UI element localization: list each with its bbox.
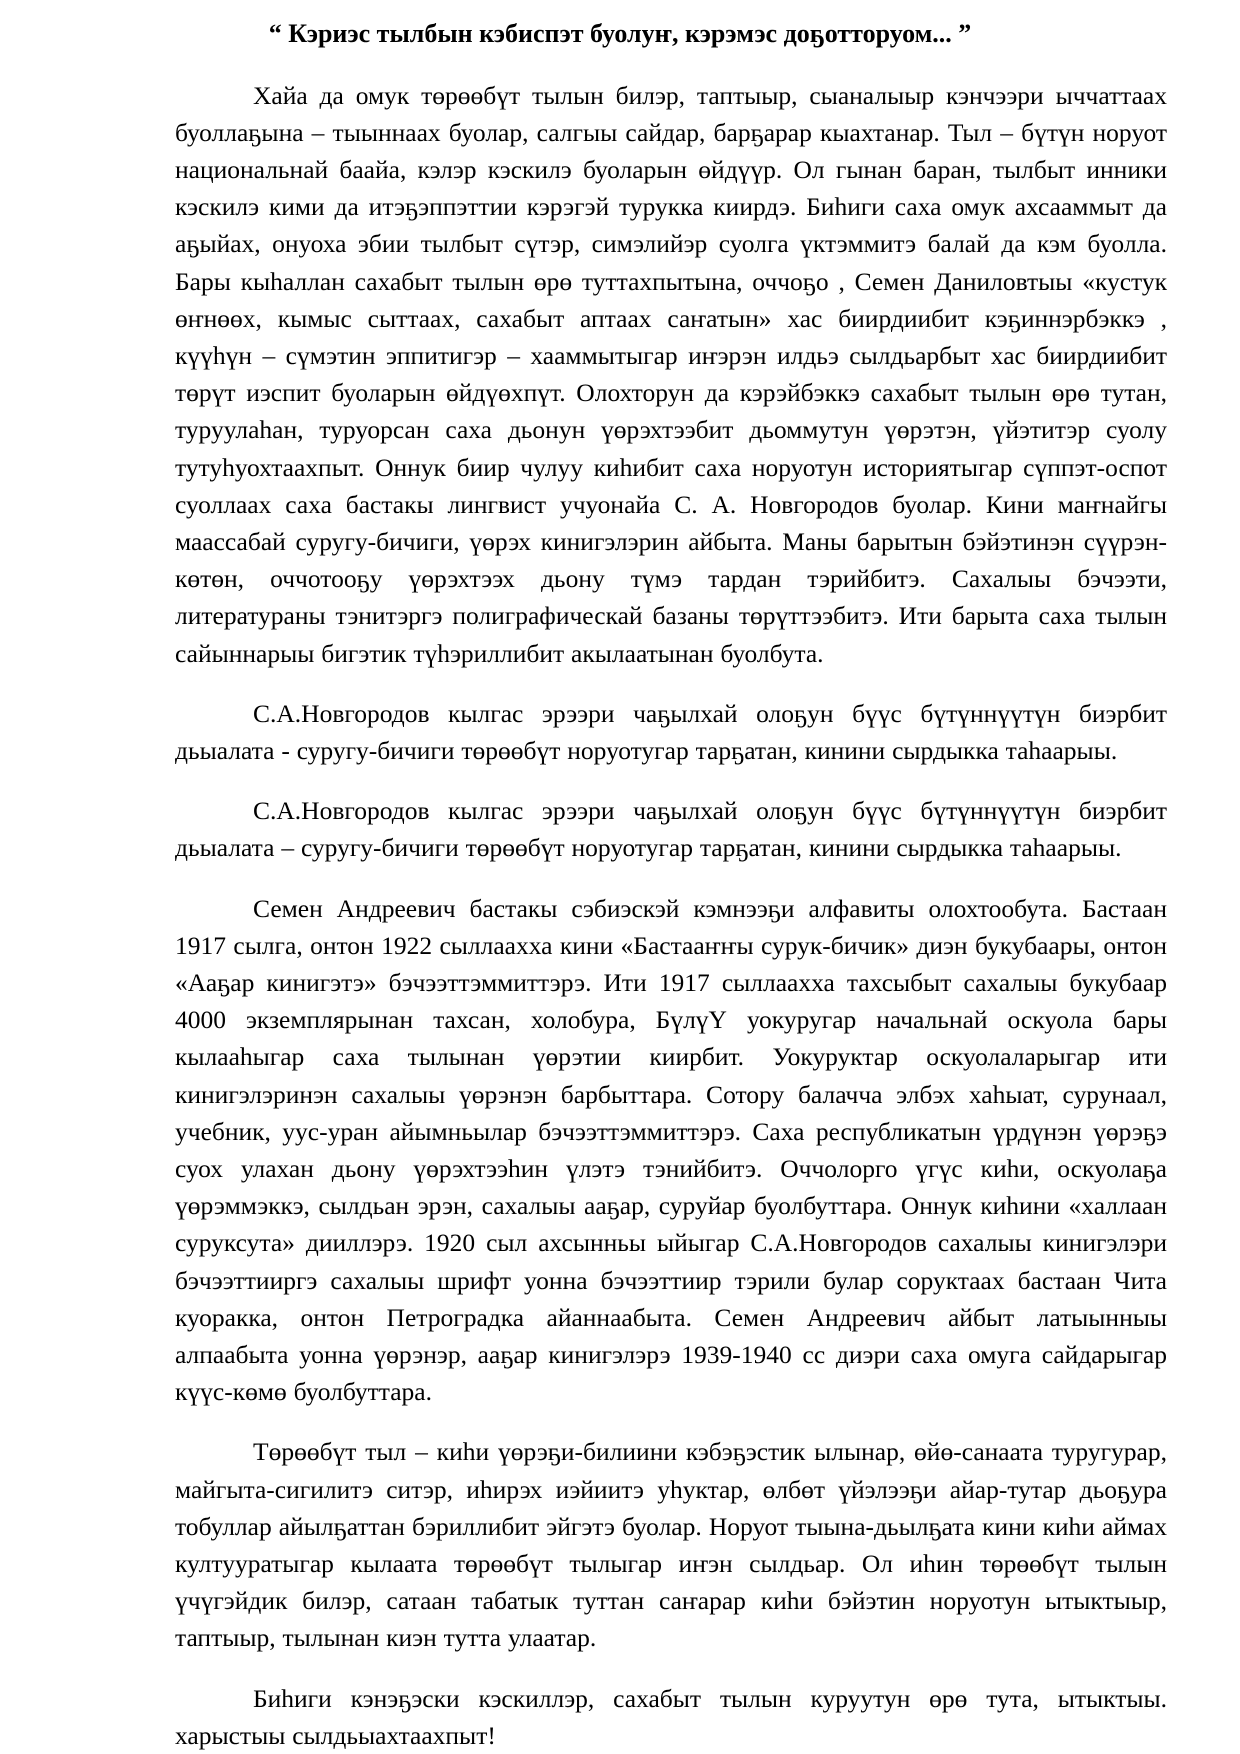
page-title: “ Кэриэс тылбын кэбиспэт буолуҥ, кэрэмэс доҕотторуом... ”: [268, 19, 972, 48]
body-paragraph-1: Хайа да омук төрөөбүт тылын билэр, таптыыр, сыаналыыр кэнчээри ыччаттаах буоллаҕына – тыыннаах буолар, салгыы сайдар, барҕарар кыахтанар. Тыл – бүтүн норуот национальнай баайа, кэлэр кэскилэ буоларын өйдүүр. Ол гынан баран, тылбыт инники кэскилэ кими да итэҕэппэттии кэрэгэй турукка киирдэ. Биһиги саха омук ахсааммыт да аҕыйах, онуоха эбии тылбыт сүтэр, симэлийэр суолга үктэммитэ балай да кэм буолла. Бары кыһаллан сахабыт тылын өрө туттахпытына, оччоҕо , Семен Даниловтыы «кустук өҥнөөх, кымыс сыттаах, сахабыт аптаах саҥатын» хас биирдиибит кэҕиннэрбэккэ , күүһүн – сүмэтин эппитигэр – хааммытыгар иҥэрэн илдьэ сылдьарбыт хас биирдиибит төрүт иэспит буоларын өйдүөхпүт. Олохторун да кэрэйбэккэ сахабыт тылын өрө тутан, туруулаһан, туруорсан саха дьонун үөрэхтээбит дьоммутун үөрэтэн, үйэтитэр суолу тутуһуохтаахпыт. Оннук биир чулуу киһибит саха норуотун историятыгар сүппэт-оспот суоллаах саха бастакы лингвист учуонайа С. А. Новгородов буолар. Кини маҥнайгы маассабай суругу-бичиги, үөрэх кинигэлэрин айбыта. Маны барытын бэйэтинэн сүүрэн-көтөн, оччотооҕу үөрэхтээх дьону түмэ тардан тэрийбитэ. Сахалыы бэчээти, литератураны тэнитэргэ полиграфическай базаны төрүттээбитэ. Ити барыта саха тылын сайыннарыы бигэтик түһэриллибит акылаатынан буолбута.: [175, 80, 1167, 668]
body-paragraph-6: Биһиги кэнэҕэски кэскиллэр, сахабыт тылын куруутун өрө тута, ытыктыы. харыстыы сылдьыахтаахпыт!: [175, 1683, 1167, 1750]
body-paragraph-2: С.А.Новгородов кылгас эрээри чаҕылхай олоҕун бүүс бүтүннүүтүн биэрбит дьыалата - суругу-бичиги төрөөбүт норуотугар тарҕатан, кинини сырдыкка таһаарыы.: [175, 698, 1167, 765]
body-paragraph-4: Семен Андреевич бастакы сэбиэскэй кэмнээҕи алфавиты олохтообута. Бастаан 1917 сылга, онтон 1922 сыллаахха кини «Бастааҥҥы сурук-бичик» диэн букубаары, онтон «Ааҕар кинигэтэ» бэчээттэммиттэрэ. Ити 1917 сыллаахха тахсыбыт сахалыы букубаар 4000 экземплярынан тахсан, холобура, БүлүҮ уокуругар начальнай оскуола бары кылааһыгар саха тылынан үөрэтии киирбит. Уокуруктар оскуолаларыгар ити кинигэлэринэн сахалыы үөрэнэн барбыттара. Сотору балачча элбэх хаһыат, сурунаал, учебник, уус-уран айымньылар бэчээттэммиттэрэ. Саха республикатын үрдүнэн үөрэҕэ суох улахан дьону үөрэхтээһин үлэтэ тэнийбитэ. Оччолорго үгүс киһи, оскуолаҕа үөрэммэккэ, сылдьан эрэн, сахалыы ааҕар, суруйар буолбуттара. Оннук киһини «халлаан суруксута» дииллэрэ. 1920 сыл ахсынньы ыйыгар С.А.Новгородов сахалыы кинигэлэри бэчээттииргэ сахалыы шрифт уонна бэчээттиир тэрили булар соруктаах бастаан Чита куоракка, онтон Петроградка айаннаабыта. Семен Андреевич айбыт латыынныы алпаабыта уонна үөрэнэр, ааҕар кинигэлэрэ 1939-1940 сс диэри саха омуга сайдарыгар күүс-көмө буолбуттара.: [175, 893, 1167, 1407]
body-paragraph-3: С.А.Новгородов кылгас эрээри чаҕылхай олоҕун бүүс бүтүннүүтүн биэрбит дьыалата – суругу-бичиги төрөөбүт норуотугар тарҕатан, кинини сырдыкка таһаарыы.: [175, 796, 1167, 863]
body-paragraph-5: Төрөөбүт тыл – киһи үөрэҕи-билиини кэбэҕэстик ылынар, өйө-санаата туругурар, майгыта-сигилитэ ситэр, иһирэх иэйиитэ уһуктар, өлбөт үйэлээҕи айар-тутар дьоҕура тобуллар айылҕаттан бэриллибит эйгэтэ буолар. Норуот тыына-дьылҕата кини киһи аймах култууратыгар кылаата төрөөбүт тылыгар иҥэн сылдьар. Ол иһин төрөөбүт тылын үчүгэйдик билэр, сатаан табатык туттан саҥарар киһи бэйэтин норуотун ытыктыыр, таптыыр, тылынан киэн тутта улаатар.: [175, 1437, 1167, 1653]
